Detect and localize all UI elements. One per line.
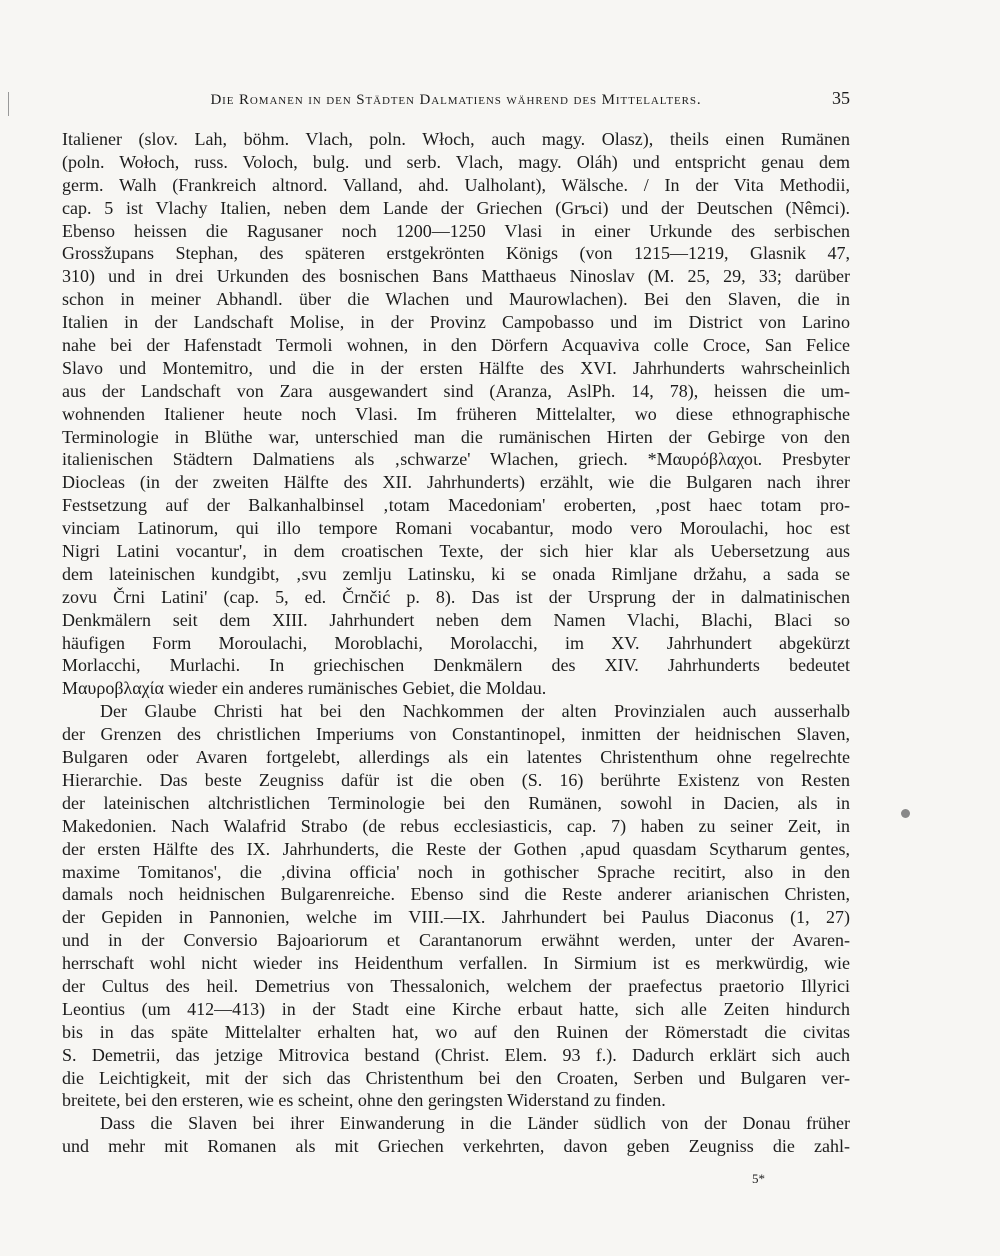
text-line: der ersten Hälfte des IX. Jahrhunderts, die Reste der Gothen ‚apud quasdam Scytharum gentes,	[62, 838, 850, 859]
text-line: 310) und in drei Urkunden des bosnischen Bans Matthaeus Ninoslav (M. 25, 29, 33; darüber	[62, 266, 850, 287]
page-number: 35	[832, 88, 850, 108]
text-line: Morlacchi, Murlachi. In griechischen Denkmälern des XIV. Jahrhunderts bedeutet	[62, 655, 850, 676]
text-line: germ. Walh (Frankreich altnord. Valland, ahd. Ualholant), Wälsche. / In der Vita Methodii,	[62, 174, 850, 195]
text-line: schon in meiner Abhandl. über die Wlachen und Maurowlachen). Bei den Slaven, die in	[62, 289, 850, 310]
text-line: Diocleas (in der zweiten Hälfte des XII. Jahrhunderts) erzählt, wie die Bulgaren nach ihrer	[62, 472, 850, 493]
text-line: nahe bei der Hafenstadt Termoli wohnen, in den Dörfern Acquaviva colle Croce, San Felice	[62, 335, 850, 356]
text-line: Der Glaube Christi hat bei den Nachkommen der alten Provinzialen auch ausserhalb	[100, 701, 850, 722]
text-line: der lateinischen altchristlichen Terminologie bei den Rumänen, sowohl in Dacien, als in	[62, 792, 850, 813]
text-line: die Leichtigkeit, mit der sich das Christenthum bei den Croaten, Serben und Bulgaren ver-	[62, 1067, 850, 1088]
text-line: Μαυροβλαχία wieder ein anderes rumänisches Gebiet, die Moldau.	[62, 678, 547, 699]
text-line: häufigen Form Moroulachi, Moroblachi, Morolacchi, im XV. Jahrhundert abgekürzt	[62, 632, 850, 653]
paragraph	[62, 700, 850, 1112]
text-line: Italiener (slov. Lah, böhm. Vlach, poln. Włoch, auch magy. Olasz), theils einen Rumänen	[62, 129, 850, 149]
text-line: Nigri Latini vocantur', in dem croatischen Texte, der sich hier klar als Uebersetzung aus	[62, 541, 850, 562]
text-line: S. Demetrii, das jetzige Mitrovica bestand (Christ. Elem. 93 f.). Dadurch erklärt sich auch	[62, 1044, 850, 1065]
text-line: breitete, bei den ersteren, wie es scheint, ohne den geringsten Widerstand zu finden.	[62, 1090, 666, 1111]
text-line: der Cultus des heil. Demetrius von Thessalonich, welchem der praefectus praetorio Illyrici	[62, 975, 850, 996]
text-line: Terminologie in Blüthe war, unterschied man die rumänischen Hirten der Gebirge von den	[62, 426, 850, 447]
signature-mark: 5*	[752, 1171, 765, 1186]
text-line: italienischen Städtern Dalmatiens als ‚schwarze' Wlachen, griech. *Μαυρόβλαχοι. Presbyter	[62, 449, 850, 470]
text-line: Leontius (um 412—413) in der Stadt eine Kirche erbaut hatte, sich alle Zeiten hindurch	[62, 998, 850, 1019]
text-line: Hierarchie. Das beste Zeugniss dafür ist die oben (S. 16) berührte Existenz von Resten	[62, 769, 850, 790]
text-line: bis in das späte Mittelalter erhalten hat, wo auf den Ruinen der Römerstadt die civitas	[62, 1021, 850, 1042]
running-head: Die Romanen in den Städten Dalmatiens während des Mittelalters.	[210, 92, 702, 108]
text-line: Makedonien. Nach Walafrid Strabo (de rebus ecclesiasticis, cap. 7) haben zu seiner Zeit, in	[62, 815, 850, 836]
margin-mark	[8, 92, 9, 116]
text-line: zovu Črni Latini' (cap. 5, ed. Črnčić p. 8). Das ist der Ursprung der in dalmatinischen	[62, 586, 850, 607]
text-line: Grossžupans Stephan, des späteren erstgekrönten Königs (von 1215—1219, Glasnik 47,	[62, 243, 850, 264]
text-line: der Gepiden in Pannonien, welche im VIII.—IX. Jahrhundert bei Paulus Diaconus (1, 27)	[62, 907, 850, 928]
paragraph	[62, 128, 850, 700]
text-line: Dass die Slaven bei ihrer Einwanderung in die Länder südlich von der Donau früher	[100, 1113, 850, 1134]
text-line: Slavo und Montemitro, und die in der ersten Hälfte des XVI. Jahrhunderts wahrscheinlich	[62, 357, 850, 378]
paragraph	[62, 1112, 850, 1158]
text-line: aus der Landschaft von Zara ausgewandert sind (Aranza, AslPh. 14, 78), heissen die um-	[62, 380, 850, 401]
text-line: dem lateinischen kundgibt, ‚svu zemlju Latinsku, ki se onada Rimljane držahu, a sada se	[62, 563, 850, 584]
text-line: maxime Tomitanos', die ‚divina officia' noch in gothischer Sprache recitirt, also in den	[62, 861, 850, 882]
text-line: Festsetzung auf der Balkanhalbinsel ‚totam Macedoniam' eroberten, ‚post haec totam pro-	[62, 495, 850, 516]
text-line: cap. 5 ist Vlachy Italien, neben dem Lande der Griechen (Grъci) und der Deutschen (Nêmci).	[62, 197, 850, 218]
text-line: vinciam Latinorum, qui illo tempore Romani vocabantur, modo vero Moroulachi, hoc est	[62, 518, 850, 539]
text-line: und in der Conversio Bajoariorum et Carantanorum erwähnt werden, unter der Avaren-	[62, 930, 850, 951]
text-line: der Grenzen des christlichen Imperiums von Constantinopel, inmitten der heidnischen Slaven,	[62, 724, 850, 745]
text-line: und mehr mit Romanen als mit Griechen verkehrten, davon geben Zeugniss die zahl-	[62, 1136, 850, 1157]
text-line: herrschaft wohl nicht wieder ins Heidenthum verfallen. In Sirmium ist es merkwürdig, wie	[62, 953, 850, 974]
ink-spot	[901, 809, 910, 818]
text-line: damals noch heidnischen Bulgarenreiche. Ebenso sind die Reste anderer arianischen Christen,	[62, 884, 850, 905]
body-text	[62, 128, 850, 1158]
text-line: Ebenso heissen die Ragusaner noch 1200—1250 Vlasi in einer Urkunde des serbischen	[62, 220, 850, 241]
text-line: wohnenden Italiener heute noch Vlasi. Im früheren Mittelalter, wo diese ethnographische	[62, 403, 850, 424]
text-line: (poln. Wołoch, russ. Voloch, bulg. und serb. Vlach, magy. Oláh) und entspricht genau dem	[62, 151, 850, 172]
text-line: Italien in der Landschaft Molise, in der Provinz Campobasso und im District von Larino	[62, 312, 850, 333]
text-line: Bulgaren oder Avaren fortgelebt, allerdings als ein latentes Christenthum ohne regelrechte	[62, 747, 850, 768]
text-line: Denkmälern seit dem XIII. Jahrhundert neben dem Namen Vlachi, Blachi, Blaci so	[62, 609, 850, 630]
